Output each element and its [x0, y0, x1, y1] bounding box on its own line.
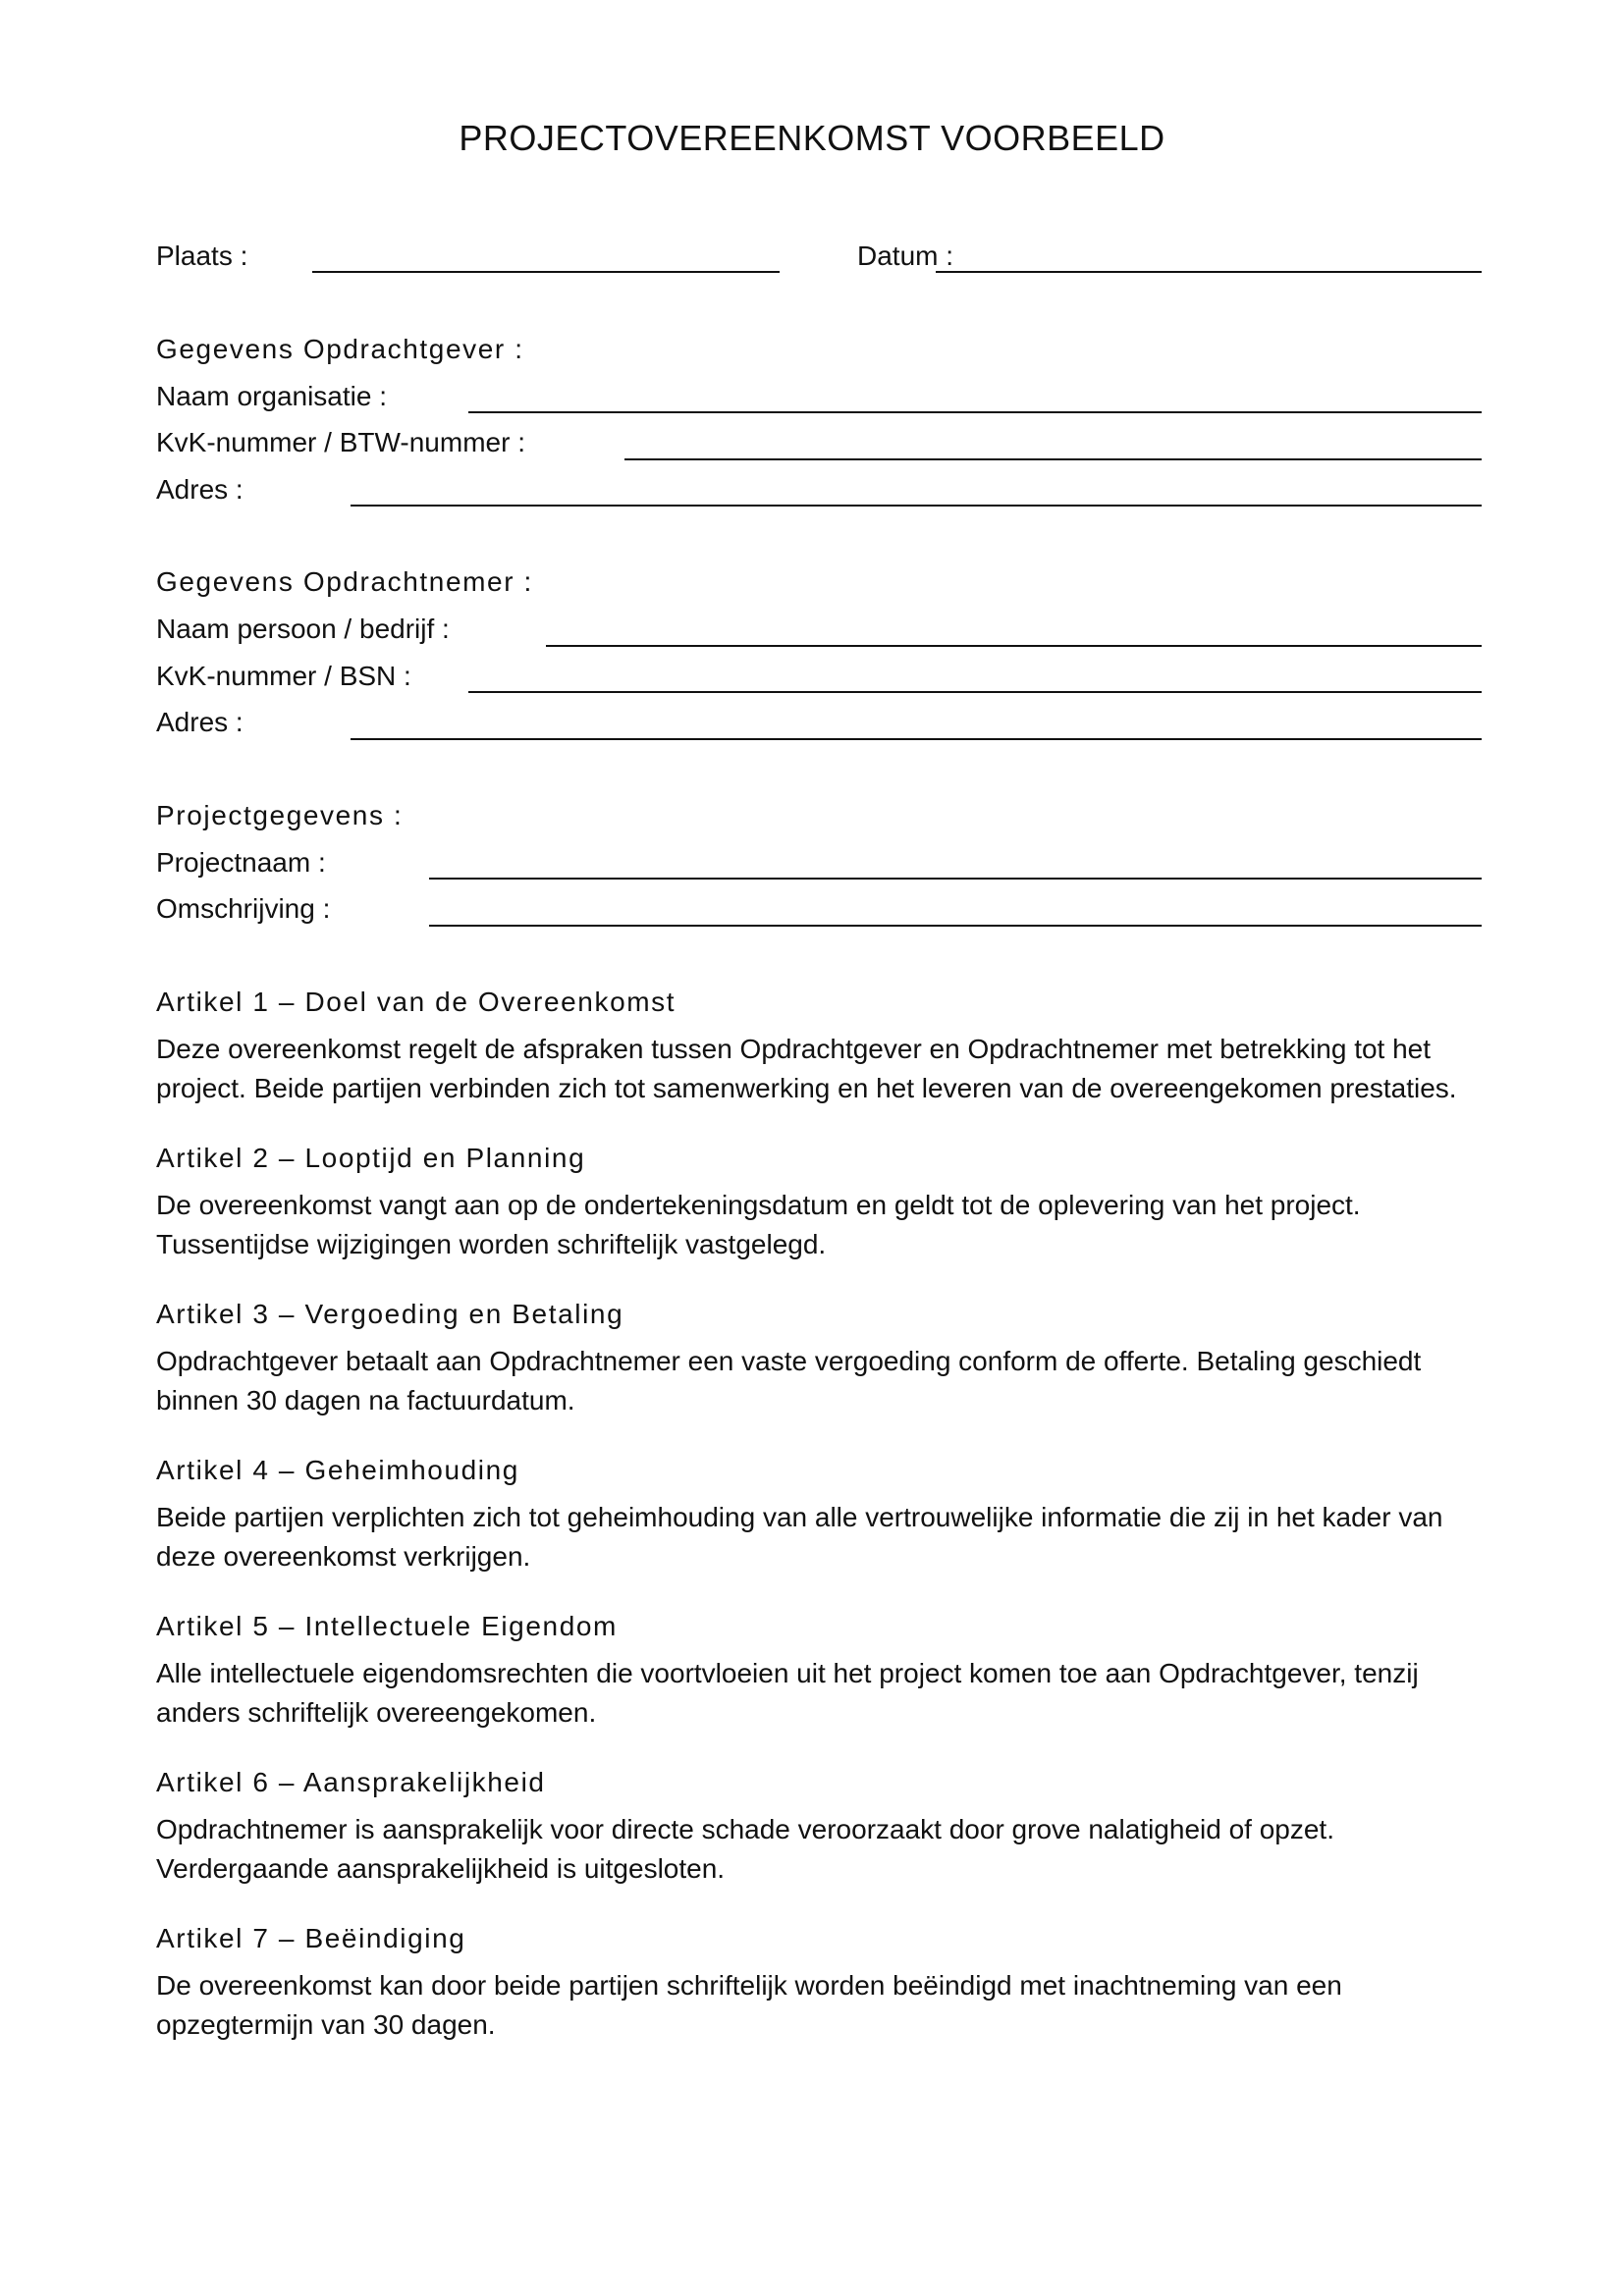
article-7-heading: Artikel 7 – Beëindiging [156, 1923, 466, 1953]
client-address-label: Adres : [156, 474, 244, 505]
article-5-line-1: Alle intellectuele eigendomsrechten die voortvloeien uit het project komen toe aan Opdrachtgever, tenzij [156, 1658, 1419, 1688]
article-3-line-2: binnen 30 dagen na factuurdatum. [156, 1385, 575, 1415]
contractor-name-field-line[interactable] [546, 645, 1482, 647]
article-5-text [156, 1654, 1491, 1733]
document-title: PROJECTOVEREENKOMST VOORBEELD [459, 118, 1165, 158]
client-kvk-btw-label: KvK-nummer / BTW-nummer : [156, 427, 525, 457]
project-name-field-line[interactable] [429, 878, 1482, 880]
article-4-line-2: deze overeenkomst verkrijgen. [156, 1541, 531, 1572]
article-6-line-2: Verdergaande aansprakelijkheid is uitgesloten. [156, 1853, 726, 1884]
article-5-heading: Artikel 5 – Intellectuele Eigendom [156, 1611, 618, 1641]
article-6-heading: Artikel 6 – Aansprakelijkheid [156, 1767, 546, 1797]
client-org-name-field-line[interactable] [468, 411, 1482, 413]
article-1-text [156, 1030, 1491, 1108]
article-2-text [156, 1186, 1491, 1264]
contractor-address-field-line[interactable] [351, 738, 1482, 740]
article-1-heading: Artikel 1 – Doel van de Overeenkomst [156, 987, 677, 1017]
article-7-line-1: De overeenkomst kan door beide partijen schriftelijk worden beëindigd met inachtneming van een [156, 1970, 1342, 2001]
article-3-line-1: Opdrachtgever betaalt aan Opdrachtnemer een vaste vergoeding conform de offerte. Betaling geschiedt [156, 1346, 1422, 1376]
article-7-line-2: opzegtermijn van 30 dagen. [156, 2009, 496, 2040]
place-field-line[interactable] [312, 271, 780, 273]
project-section-heading: Projectgegevens : [156, 800, 404, 830]
contractor-kvk-bsn-label: KvK-nummer / BSN : [156, 661, 411, 691]
article-1-line-1: Deze overeenkomst regelt de afspraken tussen Opdrachtgever en Opdrachtnemer met betrekking tot het [156, 1034, 1432, 1064]
date-label: Datum : [857, 240, 954, 271]
project-name-label: Projectnaam : [156, 847, 326, 878]
contractor-section-heading: Gegevens Opdrachtnemer : [156, 566, 533, 597]
contractor-kvk-bsn-field-line[interactable] [468, 691, 1482, 693]
article-2-heading: Artikel 2 – Looptijd en Planning [156, 1143, 586, 1173]
article-2-line-1: De overeenkomst vangt aan op de ondertekeningsdatum en geldt tot de oplevering van het project. [156, 1190, 1361, 1220]
article-1-line-2: project. Beide partijen verbinden zich tot samenwerking en het leveren van de overeengekomen prestaties. [156, 1073, 1457, 1103]
article-4-text [156, 1498, 1491, 1576]
place-label: Plaats : [156, 240, 248, 271]
client-kvk-btw-field-line[interactable] [624, 458, 1482, 460]
article-4-line-1: Beide partijen verplichten zich tot geheimhouding van alle vertrouwelijke informatie die zij in het kader van [156, 1502, 1443, 1532]
client-org-name-label: Naam organisatie : [156, 381, 388, 411]
article-3-heading: Artikel 3 – Vergoeding en Betaling [156, 1299, 624, 1329]
client-address-field-line[interactable] [351, 505, 1482, 507]
article-6-line-1: Opdrachtnemer is aansprakelijk voor directe schade veroorzaakt door grove nalatigheid of opzet. [156, 1814, 1334, 1844]
project-description-field-line[interactable] [429, 925, 1482, 927]
article-4-heading: Artikel 4 – Geheimhouding [156, 1455, 519, 1485]
article-3-text [156, 1342, 1491, 1420]
client-section-heading: Gegevens Opdrachtgever : [156, 334, 524, 364]
article-5-line-2: anders schriftelijk overeengekomen. [156, 1697, 597, 1728]
contractor-name-label: Naam persoon / bedrijf : [156, 614, 450, 644]
date-field-line[interactable] [936, 271, 1482, 273]
contractor-address-label: Adres : [156, 707, 244, 737]
article-2-line-2: Tussentijdse wijzigingen worden schriftelijk vastgelegd. [156, 1229, 827, 1259]
project-description-label: Omschrijving : [156, 893, 331, 924]
article-7-text [156, 1966, 1491, 2045]
article-6-text [156, 1810, 1491, 1889]
